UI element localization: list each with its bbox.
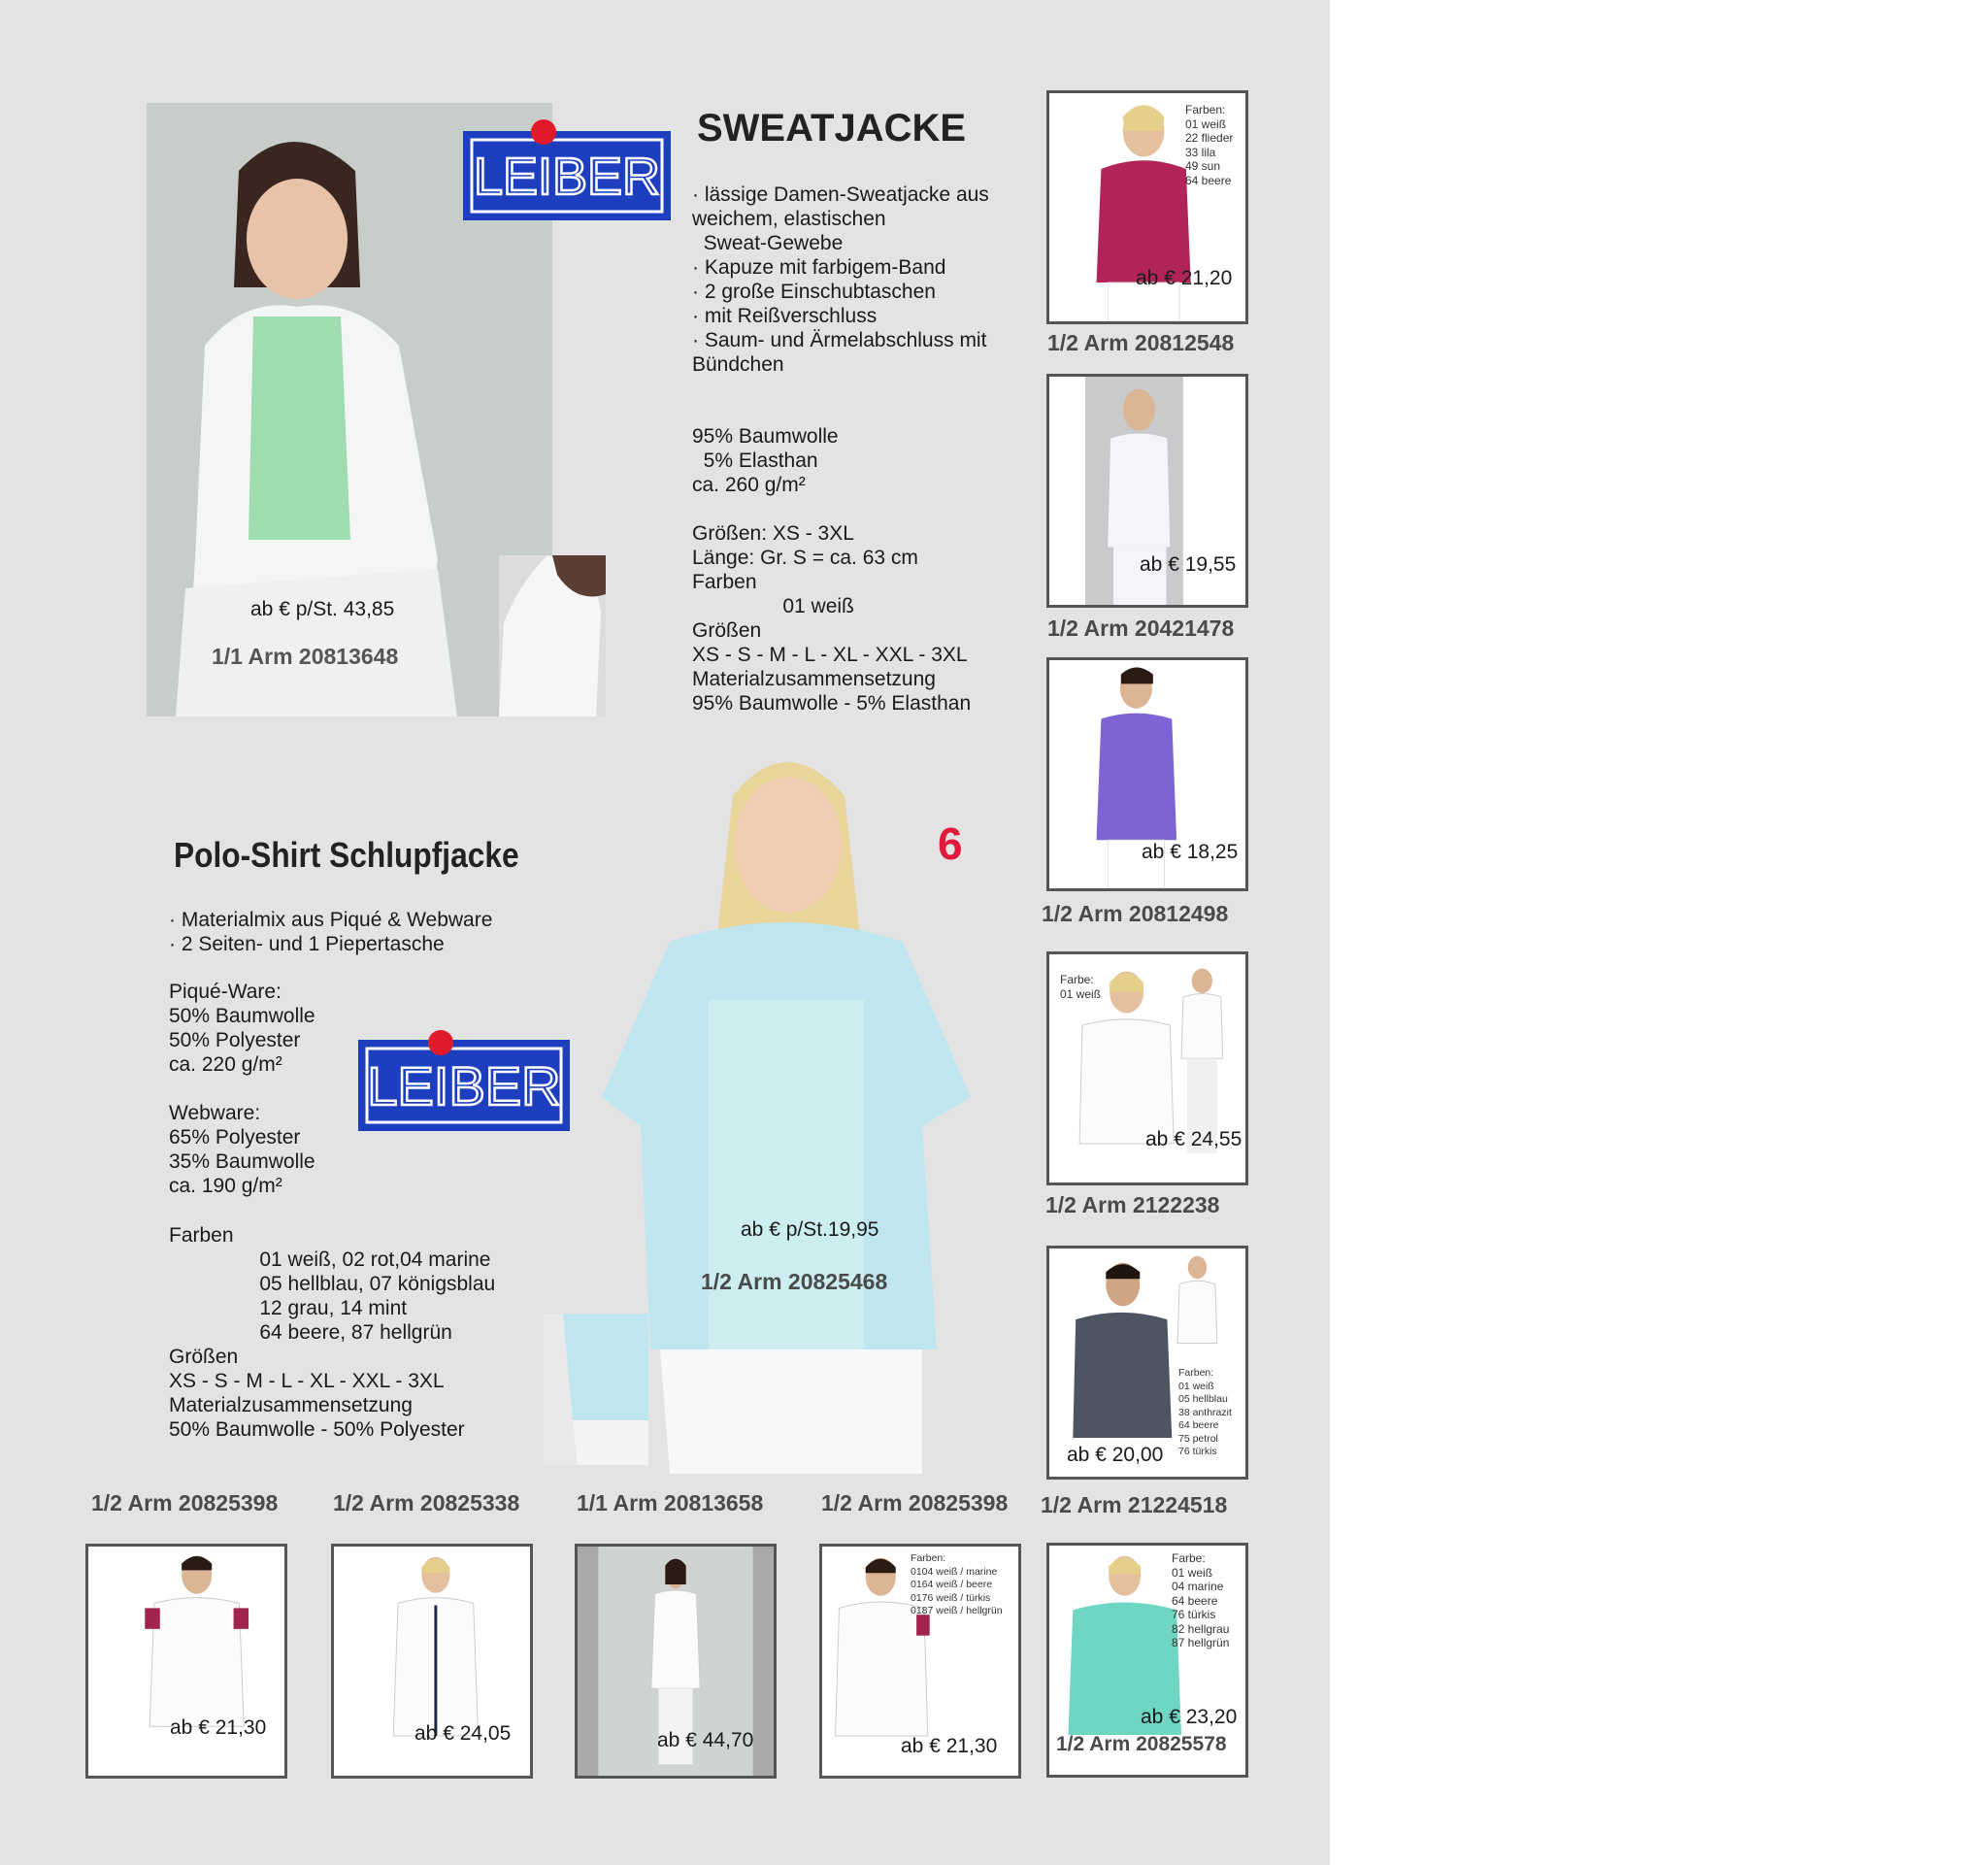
bottom-5-colors: Farbe: 01 weiß 04 marine 64 beere 76 türkis 82 hellgrau 87 hellgrün bbox=[1172, 1551, 1230, 1649]
product-4-price: ab € 24,55 bbox=[1145, 1128, 1242, 1150]
bottom-5-price: ab € 23,20 bbox=[1141, 1706, 1238, 1728]
sweatjacke-hood-photo bbox=[499, 555, 606, 716]
bottom-thumb-1[interactable] bbox=[85, 1544, 287, 1779]
bottom-5-code: 1/2 Arm 20825578 bbox=[1056, 1733, 1227, 1755]
product-3-code: 1/2 Arm 20812498 bbox=[1042, 901, 1229, 926]
model-figure bbox=[602, 748, 971, 1474]
polo-price: ab € p/St.19,95 bbox=[741, 1218, 879, 1241]
sweatjacke-material: 95% Baumwolle 5% Elasthan ca. 260 g/m² bbox=[692, 425, 839, 496]
product-2-code: 1/2 Arm 20421478 bbox=[1047, 616, 1235, 641]
polo-title: Polo-Shirt Schlupfjacke bbox=[174, 835, 519, 875]
polo-webware: Webware: 65% Polyester 35% Baumwolle ca. 190 g/m² bbox=[169, 1102, 315, 1197]
product-4-code: 1/2 Arm 2122238 bbox=[1045, 1192, 1220, 1217]
bottom-2-price: ab € 24,05 bbox=[414, 1722, 512, 1745]
bottom-2-code: 1/2 Arm 20825338 bbox=[333, 1490, 520, 1515]
product-3-price: ab € 18,25 bbox=[1142, 841, 1239, 863]
product-2-price: ab € 19,55 bbox=[1140, 553, 1237, 576]
bottom-1-price: ab € 21,30 bbox=[170, 1716, 267, 1739]
product-1-price: ab € 21,20 bbox=[1136, 267, 1233, 289]
polo-main-photo bbox=[602, 748, 971, 1474]
leiber-logo-text: LEIBER bbox=[473, 148, 661, 206]
bottom-1-code: 1/2 Arm 20825398 bbox=[91, 1490, 279, 1515]
product-figure bbox=[88, 1547, 284, 1776]
leiber-logo-middle bbox=[357, 1027, 571, 1132]
page-number: 6 bbox=[938, 818, 963, 869]
sweatjacke-code: 1/1 Arm 20813648 bbox=[212, 644, 399, 669]
sweatjacke-title: SWEATJACKE bbox=[697, 107, 967, 150]
polo-colors: Farben 01 weiß, 02 rot,04 marine 05 hellblau, 07 königsblau 12 grau, 14 mint 64 beere, 87 hellgrün Größen XS - S - M - L - XL - XXL - 3XL Materialzusammensetzung 50% Baumwolle - 50% Polyester bbox=[169, 1224, 496, 1441]
product-5-colors: Farben: 01 weiß 05 hellblau 38 anthrazit 64 beere 75 petrol 76 türkis bbox=[1178, 1367, 1232, 1457]
product-1-code: 1/2 Arm 20812548 bbox=[1047, 330, 1235, 355]
leiber-logo-text: LEIBER bbox=[367, 1055, 561, 1116]
bottom-4-price: ab € 21,30 bbox=[901, 1735, 998, 1757]
polo-detail-photo bbox=[544, 1314, 648, 1465]
sweatjacke-details: Größen: XS - 3XL Länge: Gr. S = ca. 63 cm Farben 01 weiß Größen XS - S - M - L - XL - XXL - 3XL Materialzusammensetzung 95% Baumwolle - 5% Elasthan bbox=[692, 522, 972, 715]
bottom-4-code: 1/2 Arm 20825398 bbox=[821, 1490, 1009, 1515]
polo-features: · Materialmix aus Piqué & Webware · 2 Seiten- und 1 Piepertasche bbox=[169, 909, 493, 955]
sweatjacke-price: ab € p/St. 43,85 bbox=[250, 598, 395, 620]
leiber-logo-graphic bbox=[357, 1027, 571, 1132]
sweatjacke-features: · lässige Damen-Sweatjacke aus weichem, elastischen Sweat-Gewebe · Kapuze mit farbigem-Band · 2 große Einschubtaschen · mit Reißverschluss · Saum- und Ärmelabschluss mit Bündchen bbox=[692, 183, 989, 376]
polo-pique: Piqué-Ware: 50% Baumwolle 50% Polyester ca. 220 g/m² bbox=[169, 981, 315, 1076]
leiber-logo-top bbox=[462, 118, 672, 221]
hood-figure bbox=[499, 555, 606, 716]
polo-code: 1/2 Arm 20825468 bbox=[701, 1269, 888, 1294]
bottom-3-code: 1/1 Arm 20813658 bbox=[577, 1490, 764, 1515]
pocket-figure bbox=[544, 1314, 648, 1465]
product-5-code: 1/2 Arm 21224518 bbox=[1041, 1492, 1228, 1517]
product-5-price: ab € 20,00 bbox=[1067, 1444, 1164, 1466]
product-4-colors: Farbe: 01 weiß bbox=[1060, 973, 1102, 1001]
product-1-colors: Farben: 01 weiß 22 flieder 33 lila 49 sun 64 beere bbox=[1185, 103, 1234, 187]
bottom-3-price: ab € 44,70 bbox=[657, 1729, 754, 1751]
bottom-4-colors: Farben: 0104 weiß / marine 0164 weiß / beere 0176 weiß / türkis 0187 weiß / hellgrün bbox=[911, 1552, 1003, 1616]
leiber-logo-graphic bbox=[462, 118, 672, 221]
